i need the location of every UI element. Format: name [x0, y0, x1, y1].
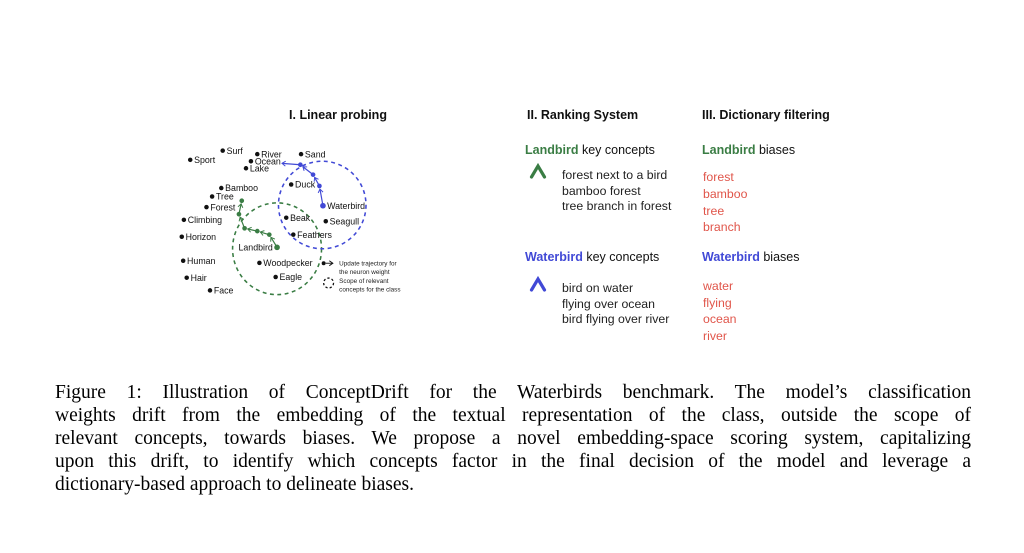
heading-rest: key concepts: [578, 143, 655, 157]
waterbird-biases-heading: [702, 250, 799, 264]
scatter-point: [204, 205, 209, 210]
list-item: dictionary-based approach to delineate biases.: [55, 474, 414, 495]
scatter-point: [181, 259, 186, 264]
waterbird-key-concepts-heading: [525, 250, 659, 264]
scatter-point: [284, 215, 289, 220]
waterbird-rank-arrow-icon: [529, 275, 547, 333]
trajectory-dot: [317, 184, 322, 189]
legend-text: Scope of relevant: [339, 278, 389, 285]
waterbird-biases-list: [703, 278, 737, 344]
point-label: River: [261, 149, 282, 160]
point-label: Seagull: [329, 216, 360, 227]
list-item: branch: [703, 220, 741, 235]
point-label: Duck: [295, 179, 316, 190]
scatter-point: [182, 218, 187, 223]
class-dot-landbird: [274, 245, 280, 251]
trajectory-dot: [237, 212, 242, 217]
list-item: bamboo: [703, 186, 748, 201]
scatter-point: [210, 194, 215, 199]
point-label: Ocean: [254, 156, 281, 167]
trajectory-dot: [239, 198, 244, 203]
list-item: relevant concepts, towards biases. We propose a novel embedding-space scoring system, capitalizing: [55, 428, 971, 449]
legend-text: concepts for the class: [339, 286, 401, 294]
waterbird-class-label: Waterbird: [702, 250, 760, 264]
trajectory-dot: [255, 229, 260, 234]
class-label-landbird: Landbird: [238, 242, 273, 253]
waterbird-key-concepts-list: [562, 281, 669, 328]
point-label: Hair: [190, 272, 207, 283]
panel-title-linear-probing: I. Linear probing: [289, 108, 387, 122]
point-label: Tree: [216, 191, 234, 202]
panel-title-ranking-system: II. Ranking System: [527, 108, 639, 122]
scatter-point: [257, 261, 262, 266]
scatter-point: [188, 158, 193, 163]
list-item: bamboo forest: [562, 183, 641, 198]
point-label: Face: [213, 285, 234, 296]
scatter-point: [299, 152, 304, 157]
list-item: tree: [703, 203, 725, 218]
landbird-class-label: Landbird: [702, 143, 756, 157]
point-label: Eagle: [279, 272, 303, 283]
point-label: Climbing: [187, 215, 223, 225]
list-item: flying: [703, 295, 732, 310]
trajectory-dot: [267, 232, 272, 237]
list-item: forest: [703, 170, 734, 184]
point-label: Human: [187, 255, 216, 266]
point-label: Lake: [249, 163, 270, 174]
point-label: Feathers: [297, 229, 332, 240]
scatter-point: [289, 182, 294, 187]
heading-rest: key concepts: [582, 250, 660, 264]
scatter-point: [291, 232, 296, 237]
list-item: flying over ocean: [562, 296, 655, 311]
trajectory-dot: [298, 162, 303, 167]
trajectory-segment: [282, 163, 300, 164]
point-label: Horizon: [185, 231, 217, 242]
landbird-biases-list: [703, 169, 747, 236]
scatter-point: [273, 275, 278, 280]
linear-probing-plot: [150, 95, 510, 375]
scatter-point: [208, 288, 213, 293]
dot-arrow-icon: [322, 261, 326, 265]
list-item: water: [703, 279, 734, 293]
landbird-key-concepts-list: [562, 168, 671, 215]
trajectory-dot: [311, 172, 316, 177]
heading-rest: biases: [759, 250, 800, 264]
list-item: bird on water: [562, 281, 634, 295]
scatter-point: [244, 166, 249, 171]
list-item: upon this drift, to identify which concepts factor in the final decision of the model and leverage a: [55, 451, 971, 472]
trajectory-dot: [242, 226, 247, 231]
panel-title-dictionary-filtering: III. Dictionary filtering: [702, 108, 830, 122]
landbird-biases-heading: [702, 143, 795, 157]
scatter-point: [220, 148, 225, 153]
landbird-rank-arrow-icon: [529, 162, 547, 220]
scatter-point: [180, 235, 185, 240]
landbird-key-concepts-heading: [525, 143, 655, 157]
list-item: weights drift from the embedding of the textual representation of the class, outside the scope of: [55, 405, 971, 426]
scatter-point: [184, 275, 189, 280]
point-label: Sand: [304, 149, 326, 160]
legend-text: the neuron weight: [339, 268, 390, 276]
class-dot-waterbird: [320, 203, 326, 209]
list-item: ocean: [703, 312, 737, 326]
list-item: tree branch in forest: [562, 199, 672, 214]
point-label: Beak: [290, 212, 311, 223]
scatter-point: [219, 186, 224, 191]
list-item: river: [703, 328, 727, 343]
point-label: Sport: [194, 155, 216, 165]
dashed-circle-icon: [324, 278, 334, 288]
point-label: Forest: [210, 202, 236, 213]
list-item: Figure 1: Illustration of ConceptDrift for the Waterbirds benchmark. The model’s classification: [55, 382, 971, 403]
heading-rest: biases: [755, 143, 796, 157]
landbird-class-label: Landbird: [525, 143, 579, 157]
list-item: bird flying over river: [562, 312, 670, 327]
point-label: Woodpecker: [263, 258, 313, 269]
figure-caption: [55, 381, 971, 496]
point-label: Bamboo: [225, 183, 259, 194]
legend-text: Update trajectory for: [339, 260, 397, 268]
list-item: forest next to a bird: [562, 168, 668, 182]
class-label-waterbird: Waterbird: [327, 200, 366, 211]
point-label: Surf: [226, 145, 243, 156]
waterbird-class-label: Waterbird: [525, 250, 583, 264]
scatter-point: [324, 219, 329, 224]
